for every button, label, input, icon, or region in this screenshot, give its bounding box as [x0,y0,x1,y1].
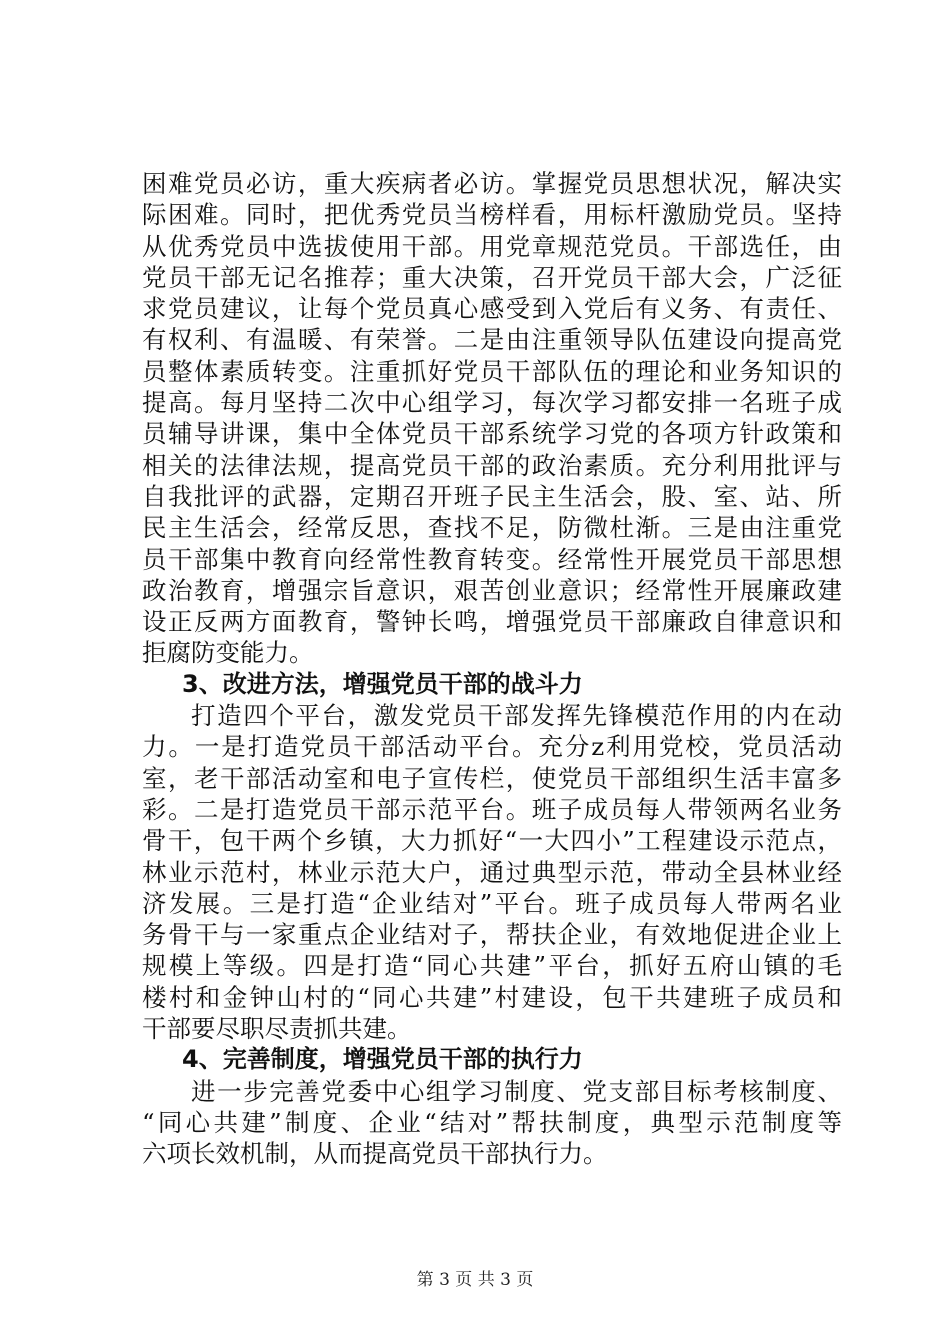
paragraph-first-line: 进一步完善党委中心组学习制度、党支部目标考核制度、 [191,1076,842,1106]
paragraph-line: 楼村和金钟山村的“同心共建”村建设，包干共建班子成员和 [142,982,842,1012]
paragraph-line: 求党员建议，让每个党员真心感受到入党后有义务、有责任、 [142,294,842,324]
paragraph-line: 提高。每月坚持二次中心组学习，每次学习都安排一名班子成 [142,388,842,418]
paragraph-line: 民主生活会，经常反思，查找不足，防微杜渐。三是由注重党 [142,513,842,543]
paragraph-line: 林业示范村，林业示范大户，通过典型示范，带动全县林业经 [142,857,842,887]
paragraph-line: 从优秀党员中选拔使用干部。用党章规范党员。干部选任，由 [142,231,842,261]
paragraph-line: 党员干部无记名推荐；重大决策，召开党员干部大会，广泛征 [142,262,842,292]
section-heading: 4、完善制度，增强党员干部的执行力 [182,1045,583,1074]
paragraph-line: 设正反两方面教育，警钟长鸣，增强党员干部廉政自律意识和 [142,607,842,637]
paragraph-last-line: 拒腐防变能力。 [142,638,314,668]
paragraph-line: 员干部集中教育向经常性教育转变。经常性开展党员干部思想 [142,544,842,574]
paragraph-last-line: 六项长效机制，从而提高党员干部执行力。 [142,1139,608,1169]
paragraph-line: 有权利、有温暖、有荣誉。二是由注重领导队伍建设向提高党 [142,325,842,355]
paragraph-line: 规模上等级。四是打造“同心共建”平台，抓好五府山镇的毛 [142,951,842,981]
paragraph-line: 政治教育，增强宗旨意识，艰苦创业意识；经常性开展廉政建 [142,575,842,605]
paragraph-line: 自我批评的武器，定期召开班子民主生活会，股、室、站、所 [142,481,842,511]
paragraph-line: 室，老干部活动室和电子宣传栏，使党员干部组织生活丰富多 [142,763,842,793]
paragraph-first-line: 打造四个平台，激发党员干部发挥先锋模范作用的内在动 [191,701,842,731]
paragraph-last-line: 干部要尽职尽责抓共建。 [142,1014,412,1044]
paragraph-line: 相关的法律法规，提高党员干部的政治素质。充分利用批评与 [142,450,842,480]
paragraph-line: 员辅导讲课，集中全体党员干部系统学习党的各项方针政策和 [142,419,842,449]
paragraph-line: 骨干，包干两个乡镇，大力抓好“一大四小”工程建设示范点， [142,826,842,856]
page-footer: 第 3 页 共 3 页 [416,1270,534,1290]
paragraph-line: “同心共建”制度、企业“结对”帮扶制度，典型示范制度等 [142,1107,842,1137]
document-body [142,168,842,1170]
paragraph-line: 际困难。同时，把优秀党员当榜样看，用标杆激励党员。坚持 [142,200,842,230]
paragraph-line: 济发展。三是打造“企业结对”平台。班子成员每人带两名业 [142,888,842,918]
paragraph-line: 员整体素质转变。注重抓好党员干部队伍的理论和业务知识的 [142,356,842,386]
paragraph-line: 务骨干与一家重点企业结对子，帮扶企业，有效地促进企业上 [142,920,842,950]
paragraph-line: 力。一是打造党员干部活动平台。充分z利用党校，党员活动 [142,732,842,762]
section-heading: 3、改进方法，增强党员干部的战斗力 [182,669,583,698]
paragraph-line: 困难党员必访，重大疾病者必访。掌握党员思想状况，解决实 [142,169,842,198]
paragraph-line: 彩。二是打造党员干部示范平台。班子成员每人带领两名业务 [142,794,842,824]
